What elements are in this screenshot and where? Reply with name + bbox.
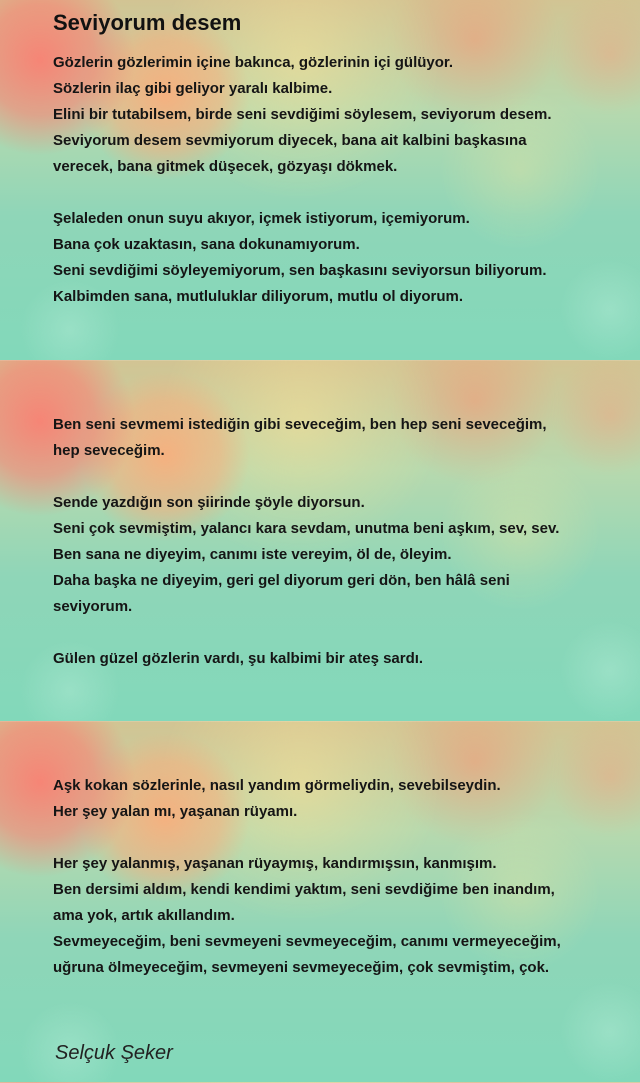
poem-line: Şelaleden onun suyu akıyor, içmek istiyorum, içemiyorum.	[53, 210, 470, 227]
poem-line: Sözlerin ilaç gibi geliyor yaralı kalbime.	[53, 80, 333, 97]
poem-line: Ben dersimi aldım, kendi kendimi yaktım, seni sevdiğime ben inandım,	[53, 881, 555, 898]
poem-author: Selçuk Şeker	[55, 1042, 173, 1064]
poem-line: Ben seni sevmemi istediğin gibi seveceğim, ben hep seni seveceğim,	[53, 416, 547, 433]
poem-line: Aşk kokan sözlerinle, nasıl yandım görmeliydin, sevebilseydin.	[53, 777, 501, 794]
poem-line	[53, 620, 613, 646]
poem-line: Seni sevdiğimi söyleyemiyorum, sen başkasını seviyorsun biliyorum.	[53, 262, 547, 279]
poem-line: Sende yazdığın son şiirinde şöyle diyorsun.	[53, 494, 365, 511]
poem-panel-3	[0, 722, 640, 1083]
poem-stanza-block-1	[53, 50, 613, 310]
poem-line: Elini bir tutabilsem, birde seni sevdiğimi söylesem, seviyorum desem.	[53, 106, 552, 123]
poem-line: Her şey yalan mı, yaşanan rüyamı.	[53, 803, 298, 820]
poem-line: Bana çok uzaktasın, sana dokunamıyorum.	[53, 236, 360, 253]
poem-line: Gülen güzel gözlerin vardı, şu kalbimi bir ateş sardı.	[53, 650, 424, 667]
poem-line: Gözlerin gözlerimin içine bakınca, gözlerinin içi gülüyor.	[53, 54, 454, 71]
poem-panel-2	[0, 361, 640, 722]
poem-line: Her şey yalanmış, yaşanan rüyaymış, kandırmışsın, kanmışım.	[53, 855, 497, 872]
poem-line: Ben sana ne diyeyim, canımı iste vereyim, öl de, öleyim.	[53, 546, 452, 563]
poem-line: Sevmeyeceğim, beni sevmeyeni sevmeyeceğim, canımı vermeyeceğim,	[53, 933, 561, 950]
poem-line: uğruna ölmeyeceğim, sevmeyeni sevmeyeceğim, çok sevmiştim, çok.	[53, 959, 550, 976]
poem-line: Seviyorum desem sevmiyorum diyecek, bana ait kalbini başkasına	[53, 132, 527, 149]
poem-panel-1	[0, 0, 640, 361]
poem-stanza-block-2	[53, 412, 613, 672]
poem-title: Seviyorum desem	[53, 10, 242, 35]
poem-line: Kalbimden sana, mutluluklar diliyorum, mutlu ol diyorum.	[53, 288, 464, 305]
poem-line: Seni çok sevmiştim, yalancı kara sevdam, unutma beni aşkım, sev, sev.	[53, 520, 560, 537]
poem-line: ama yok, artık akıllandım.	[53, 907, 235, 924]
poem-line: verecek, bana gitmek düşecek, gözyaşı dökmek.	[53, 158, 398, 175]
poem-line: hep seveceğim.	[53, 442, 165, 459]
poem-line	[53, 464, 613, 490]
poem-line	[53, 180, 613, 206]
poem-line	[53, 825, 613, 851]
poem-stanza-block-3	[53, 773, 613, 981]
poem-line: Daha başka ne diyeyim, geri gel diyorum geri dön, ben hâlâ seni	[53, 572, 510, 589]
poem-line: seviyorum.	[53, 598, 133, 615]
